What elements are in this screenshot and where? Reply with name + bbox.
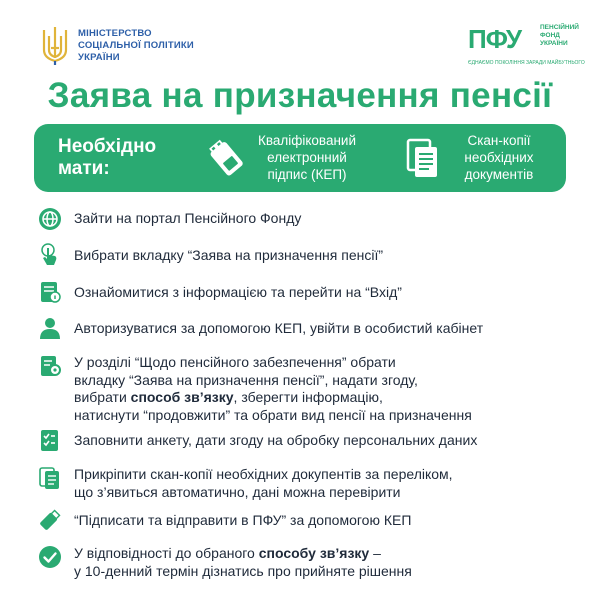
step-line: натиснути “продовжити” та обрати вид пенсії на призначення bbox=[74, 406, 472, 423]
ministry-logo bbox=[40, 24, 194, 66]
need-label bbox=[58, 136, 156, 180]
step-line: У розділі “Щодо пенсійного забезпечення” обрати bbox=[74, 354, 396, 370]
kep-line: електронний bbox=[267, 150, 347, 165]
pfu-logo bbox=[468, 22, 585, 70]
step-line: Авторизуватися за допомогою КЕП, увійти в особистий кабінет bbox=[74, 320, 484, 336]
kep-line: Кваліфікований bbox=[257, 133, 356, 148]
step-text bbox=[74, 466, 453, 501]
check-circle-icon bbox=[38, 545, 62, 569]
pfu-name-line: УКРАЇНИ bbox=[540, 40, 568, 47]
step-text bbox=[74, 432, 477, 450]
pfu-logo-mark: ПФУ bbox=[468, 24, 522, 54]
text-part: вибрати bbox=[74, 389, 131, 405]
kep-requirement bbox=[242, 132, 372, 183]
ministry-name bbox=[78, 28, 194, 64]
pointer-hand-icon bbox=[38, 242, 62, 266]
checklist-icon bbox=[38, 428, 62, 452]
emphasis: способ зв’язку bbox=[130, 389, 234, 405]
step-text bbox=[74, 284, 402, 302]
text-part: , зберегти інформацію, bbox=[233, 389, 383, 405]
step-line: “Підписати та відправити в ПФУ” за допомогою КЕП bbox=[74, 512, 412, 528]
trident-icon bbox=[40, 24, 70, 66]
need-line: Необхідно bbox=[58, 136, 157, 157]
text-part: – bbox=[369, 545, 381, 561]
step-line: вкладку “Заява на призначення пенсії”, надати згоду, bbox=[74, 371, 418, 388]
emphasis: способу зв’язку bbox=[258, 545, 370, 561]
scan-line: необхідних bbox=[464, 150, 534, 165]
step-line bbox=[74, 389, 472, 407]
form-gear-icon bbox=[38, 354, 62, 378]
requirements-banner bbox=[34, 124, 566, 192]
documents-icon bbox=[406, 138, 440, 180]
step-line: Заповнити анкету, дати згоду на обробку персональних даних bbox=[74, 432, 478, 448]
page-title: Заява на призначення пенсії bbox=[47, 76, 553, 115]
documents-icon bbox=[38, 466, 62, 490]
user-icon bbox=[38, 316, 62, 340]
step-line: Ознайомитися з інформацією та перейти на “Вхід” bbox=[74, 284, 402, 300]
need-line: мати: bbox=[58, 158, 110, 179]
scan-line: Скан-копії bbox=[467, 133, 531, 148]
step-line: Вибрати вкладку “Заява на призначення пенсії” bbox=[74, 247, 384, 263]
step-line: що з’явиться автоматично, дані можна перевірити bbox=[74, 483, 401, 500]
document-info-icon bbox=[38, 280, 62, 304]
text-part: У відповідності до обраного bbox=[74, 545, 259, 561]
step-text bbox=[74, 210, 301, 228]
globe-icon bbox=[38, 207, 62, 231]
step-text bbox=[74, 320, 483, 338]
step-line bbox=[74, 545, 412, 563]
pfu-name-line: ПЕНСІЙНИЙ bbox=[540, 24, 579, 31]
step-text bbox=[74, 247, 383, 265]
usb-key-icon bbox=[206, 138, 246, 178]
scan-line: документів bbox=[464, 167, 534, 182]
pfu-name-line: ФОНД bbox=[540, 32, 560, 39]
step-text bbox=[74, 354, 472, 424]
ministry-line: МІНІСТЕРСТВО bbox=[78, 28, 152, 39]
step-line: Зайти на портал Пенсійного Фонду bbox=[74, 210, 302, 226]
header bbox=[0, 0, 600, 78]
ministry-line: УКРАЇНИ bbox=[78, 52, 120, 63]
usb-key-icon bbox=[38, 508, 62, 532]
pfu-slogan: ЄДНАЄМО ПОКОЛІННЯ ЗАРАДИ МАЙБУТНЬОГО bbox=[468, 60, 585, 66]
step-text bbox=[74, 545, 412, 580]
kep-line: підпис (КЕП) bbox=[267, 167, 347, 182]
step-line: Прикріпити скан-копії необхідних докупентів за переліком, bbox=[74, 466, 453, 482]
ministry-line: СОЦІАЛЬНОЇ ПОЛІТИКИ bbox=[78, 40, 194, 51]
step-line: у 10-денний термін дізнатись про прийняте рішення bbox=[74, 562, 412, 579]
pfu-name bbox=[540, 24, 579, 48]
step-text bbox=[74, 512, 411, 530]
scan-requirement bbox=[440, 132, 558, 183]
